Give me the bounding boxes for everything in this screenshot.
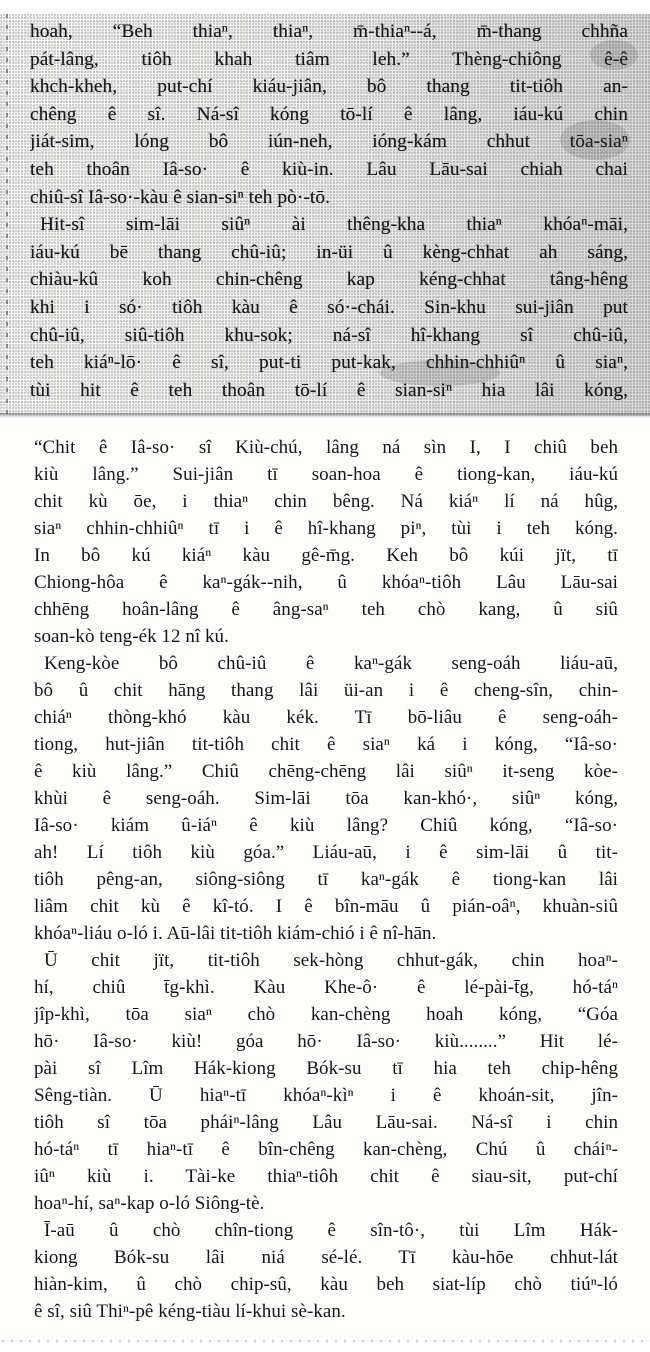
text-line: liâm chit kù ê kî-tó. I ê bîn-māu û pián-oâⁿ, khuàn-siû xyxy=(34,896,618,917)
text-line: kiù lâng.” Sui-jiân tī soan-hoa ê tiong-kan, iáu-kú xyxy=(34,464,618,485)
text-line: teh thoân Iâ-so· ê kiù-in. Lâu Lāu-sai chiah chai xyxy=(30,158,628,180)
text-line: Ū chit jït, tit-tiôh sek-hòng chhut-gák, chin hoaⁿ- xyxy=(44,950,618,971)
text-line: chiàu-kû koh chin-chêng kap kéng-chhat tâng-hêng xyxy=(30,269,628,291)
text-line: Ī-aū û chò chîn-tiong ê sîn-tô·, tùi Lîm Hák- xyxy=(44,1220,618,1241)
clipping-top-text xyxy=(30,18,628,404)
text-line: chhēng hoân-lâng ê âng-saⁿ teh chò kang, û siû xyxy=(34,599,618,620)
text-line: ê sî, siû Thiⁿ-pê kéng-tiàu lí-khui sè-kan. xyxy=(34,1301,346,1322)
text-line: chit kù ōe, i thiaⁿ chin bêng. Ná kiáⁿ lí ná hûg, xyxy=(34,491,618,512)
text-line: ê kiù lâng.” Chiû chēng-chēng lâi siûⁿ it-seng kòe- xyxy=(34,761,618,782)
text-line: bô û chit hāng thang lâi üi-an i ê cheng-sîn, chin- xyxy=(34,680,618,701)
text-line: In bô kú kiáⁿ kàu gê-m̄g. Keh bô kúi jït, tī xyxy=(34,545,618,566)
text-line: “Chit ê Iâ-so· sî Kiù-chú, lâng ná sìn I, I chiû beh xyxy=(34,437,618,458)
text-line: hō· Iâ-so· kiù! góa hō· Iâ-so· kiù........” Hit lé- xyxy=(34,1031,618,1052)
text-line: hoaⁿ-hí, saⁿ-kap o-ló Siông-tè. xyxy=(34,1193,265,1214)
text-line: tiong, hut-jiân tit-tiôh chit ê siaⁿ ká i kóng, “Iâ-so· xyxy=(34,734,618,755)
text-line: khóaⁿ-liáu o-ló i. Aū-lâi tit-tiôh kiám-chió i ê nî-hān. xyxy=(34,923,437,944)
text-line: hoah, “Beh thiaⁿ, thiaⁿ, m̄-thiaⁿ--á, m̄-thang chhña xyxy=(30,21,628,42)
text-line: chêng ê sî. Ná-sî kóng tō-lí ê lâng, iáu-kú chin xyxy=(30,103,628,125)
text-line: khch-kheh, put-chí kiáu-jiân, bô thang tit-tiôh an- xyxy=(30,76,628,98)
text-line: Iâ-so· kiám û-iáⁿ ê kiù lâng? Chiû kóng, “Iâ-so· xyxy=(34,815,618,836)
text-line: teh kiáⁿ-lō· ê sî, put-ti put-kak, chhin-chhiûⁿ û siaⁿ, xyxy=(30,352,628,374)
clipping-bottom-text xyxy=(34,434,618,1325)
text-line: khùi ê seng-oáh. Sim-lāi tōa kan-khó·, siûⁿ kóng, xyxy=(34,788,618,809)
text-line: Hit-sî sim-lāi siûⁿ ài thêng-kha thiaⁿ khóaⁿ-māi, xyxy=(40,214,628,236)
text-line: hiàn-kim, û chò chip-sû, kàu beh siat-líp chò tiúⁿ-ló xyxy=(34,1274,618,1295)
text-line: Keng-kòe bô chû-iû ê kaⁿ-gák seng-oáh liáu-aū, xyxy=(44,653,618,674)
text-line: ah! Lí tiôh kiù góa.” Liáu-aū, i ê sim-lāi û tit- xyxy=(34,842,618,863)
text-line: chû-iû, siû-tiôh khu-sok; ná-sî hî-khang sî chû-iû, xyxy=(30,324,628,346)
text-line: siaⁿ chhin-chhiûⁿ tī i ê hî-khang piⁿ, tùi i teh kóng. xyxy=(34,518,618,539)
text-line: jiát-sim, lóng bô iún-neh, ióng-kám chhut tōa-siaⁿ xyxy=(30,131,628,153)
text-line: iáu-kú bē thang chû-iû; in-üi û kèng-chhat ah sáng, xyxy=(30,241,628,263)
text-line: chiáⁿ thòng-khó kàu kék. Tī bō-liâu ê seng-oáh- xyxy=(34,707,618,728)
text-line: Chiong-hôa ê kaⁿ-gák--nih, û khóaⁿ-tiôh Lâu Lāu-sai xyxy=(34,572,618,593)
text-line: tiôh sî tōa pháiⁿ-lâng Lâu Lāu-sai. Ná-sî i chin xyxy=(34,1112,618,1133)
text-line: pát-lâng, tiôh khah tiâm leh.” Thèng-chiông ê-ê xyxy=(30,48,628,70)
text-line: hí, chiû t̄g-khì. Kàu Khe-ô· ê lé-pài-t̄g, hó-táⁿ xyxy=(34,977,618,998)
text-line: chiû-sî Iâ-so·-kàu ê sian-siⁿ teh pò·-tō. xyxy=(30,186,331,208)
text-line: Sêng-tiàn. Ū hiaⁿ-tī khóaⁿ-kìⁿ i ê khoán-sit, jîn- xyxy=(34,1085,618,1106)
clipping-top-torn-edge xyxy=(0,413,650,418)
text-line: tùi hit ê teh thoân tō-lí ê sian-siⁿ hia lâi kóng, xyxy=(30,379,628,401)
text-line: pài sî Lîm Hák-kiong Bók-su tī hia teh chip-hêng xyxy=(34,1058,618,1079)
text-line: jîp-khì, tōa siaⁿ chò kan-chèng hoah kóng, “Góa xyxy=(34,1004,618,1025)
text-line: kiong Bók-su lâi niá sé-lé. Tī kàu-hōe chhut-lát xyxy=(34,1247,618,1268)
text-line: iûⁿ kiù i. Tài-ke thiaⁿ-tiôh chit ê siau-sit, put-chí xyxy=(34,1166,618,1187)
text-line: tiôh pêng-an, siông-siông tī kaⁿ-gák ê tiong-kan lâi xyxy=(34,869,618,890)
text-line: khi i só· tiôh kàu ê só·-chái. Sin-khu sui-jiân put xyxy=(30,296,628,318)
text-line: hó-táⁿ tī hiaⁿ-tī ê bîn-chêng kan-chèng, Chú û cháiⁿ- xyxy=(34,1139,618,1160)
text-line: soan-kò teng-ék 12 nî kú. xyxy=(34,626,229,647)
